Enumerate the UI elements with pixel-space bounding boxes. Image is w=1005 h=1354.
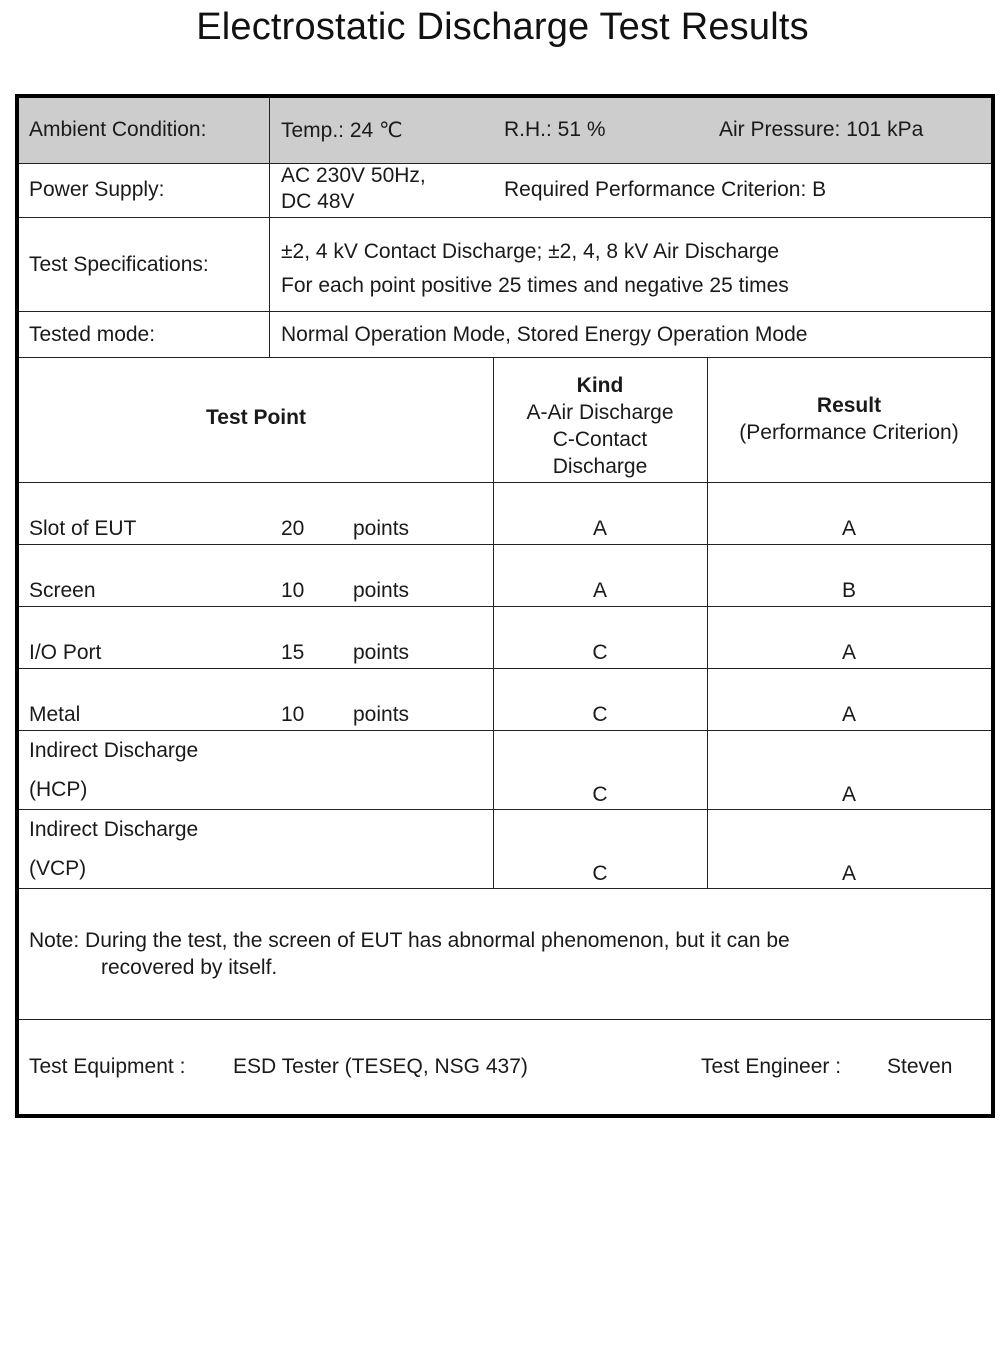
test-equipment-label: Test Equipment : [29, 1055, 186, 1078]
result-value: A [841, 862, 856, 885]
divider [269, 98, 270, 163]
tested-mode-label: Tested mode: [29, 323, 156, 346]
ambient-row [19, 98, 991, 164]
kind-air-legend: A-Air Discharge [526, 401, 674, 424]
test-specifications-label: Test Specifications: [29, 253, 209, 276]
test-equipment-value: ESD Tester (TESEQ, NSG 437) [233, 1055, 528, 1078]
indirect-discharge-name: Indirect Discharge [29, 739, 199, 762]
result-title: Result [816, 394, 882, 417]
divider [269, 312, 270, 357]
tested-mode-row [19, 312, 991, 358]
result-value: A [841, 641, 856, 664]
table-header-row [19, 358, 991, 483]
test-specifications-row [19, 218, 991, 312]
test-engineer-label: Test Engineer : [701, 1055, 842, 1078]
power-supply-label: Power Supply: [29, 178, 165, 201]
table-row [19, 483, 991, 545]
test-point-name: Slot of EUT [29, 517, 137, 540]
humidity-value: R.H.: 51 % [504, 118, 606, 141]
column-header-test-point: Test Point [206, 406, 306, 429]
table-row [19, 810, 991, 889]
table-row [19, 669, 991, 731]
temperature-value: Temp.: 24 ℃ [281, 119, 403, 142]
table-row [19, 607, 991, 669]
indirect-discharge-plane: (VCP) [29, 857, 87, 880]
table-row [19, 731, 991, 810]
test-specifications-levels: ±2, 4 kV Contact Discharge; ±2, 4, 8 kV Air Discharge [281, 240, 780, 263]
note-text-continued: recovered by itself. [101, 956, 278, 979]
column-header-kind [493, 372, 707, 480]
required-criterion: Required Performance Criterion: B [504, 178, 827, 201]
note-text: Note: During the test, the screen of EUT has abnormal phenomenon, but it can be [29, 929, 790, 952]
result-value: A [841, 517, 856, 540]
footer-row [19, 1020, 991, 1114]
test-point-name: I/O Port [29, 641, 102, 664]
tested-mode-value: Normal Operation Mode, Stored Energy Operation Mode [281, 323, 808, 346]
divider [269, 164, 270, 217]
test-point-count: 10 [281, 703, 305, 726]
discharge-kind: A [592, 579, 607, 602]
result-subtitle: (Performance Criterion) [739, 421, 959, 444]
test-point-unit: points [353, 517, 410, 540]
test-specifications-repetitions: For each point positive 25 times and negative 25 times [281, 274, 789, 297]
column-header-result [707, 392, 991, 446]
table-row [19, 545, 991, 607]
discharge-kind: C [592, 641, 608, 664]
power-supply-dc: DC 48V [281, 190, 355, 213]
kind-contact-legend-cont: Discharge [552, 455, 648, 478]
test-point-unit: points [353, 579, 410, 602]
test-point-count: 10 [281, 579, 305, 602]
divider [269, 218, 270, 311]
test-point-name: Metal [29, 703, 81, 726]
discharge-kind: C [592, 862, 608, 885]
test-point-unit: points [353, 641, 410, 664]
test-point-count: 20 [281, 517, 305, 540]
results-table [15, 94, 995, 1118]
kind-contact-legend: C-Contact [552, 428, 648, 451]
discharge-kind: A [592, 517, 607, 540]
discharge-kind: C [592, 703, 608, 726]
page-title: Electrostatic Discharge Test Results [196, 6, 809, 48]
result-value: A [841, 783, 856, 806]
discharge-kind: C [592, 783, 608, 806]
indirect-discharge-name: Indirect Discharge [29, 818, 199, 841]
ambient-label: Ambient Condition: [29, 118, 207, 141]
air-pressure-value: Air Pressure: 101 kPa [719, 118, 924, 141]
test-point-unit: points [353, 703, 410, 726]
result-value: A [841, 703, 856, 726]
test-point-count: 15 [281, 641, 305, 664]
note-row [19, 889, 991, 1020]
power-supply-row [19, 164, 991, 218]
test-point-name: Screen [29, 579, 96, 602]
kind-title: Kind [576, 374, 624, 397]
result-value: B [841, 579, 856, 602]
test-engineer-value: Steven [887, 1055, 953, 1078]
indirect-discharge-plane: (HCP) [29, 778, 88, 801]
power-supply-ac: AC 230V 50Hz, [281, 164, 426, 187]
